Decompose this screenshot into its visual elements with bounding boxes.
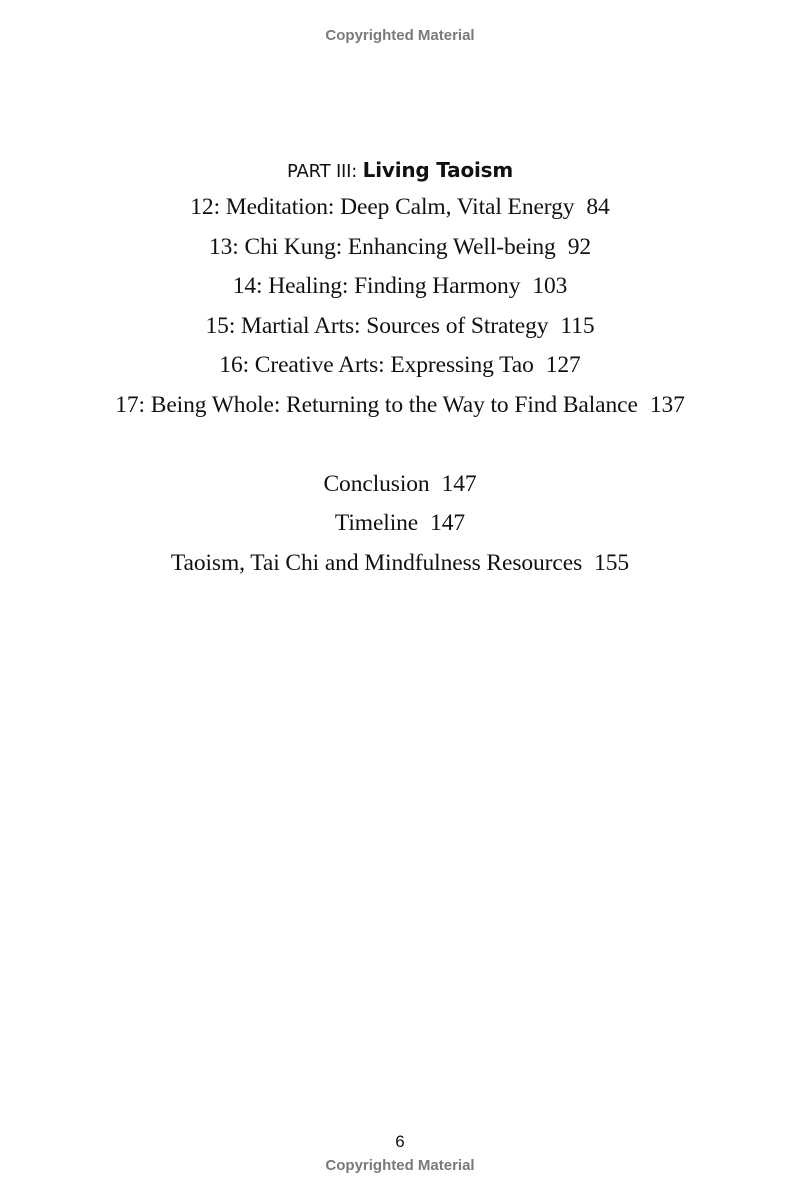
page-number: 6: [395, 1132, 405, 1151]
page-ref: 84: [586, 194, 610, 220]
page-ref: 137: [649, 391, 685, 418]
toc-entry[interactable]: [0, 386, 800, 426]
page-ref: 115: [560, 312, 595, 339]
entry-title: Taoism, Tai Chi and Mindfulness Resources: [170, 549, 583, 576]
toc-entry-timeline[interactable]: [0, 504, 800, 544]
copyright-notice-bottom: Copyrighted Material: [325, 1157, 475, 1174]
section-spacer: [0, 426, 800, 465]
page-ref: 155: [594, 549, 630, 576]
toc-entry[interactable]: [0, 346, 800, 386]
table-of-contents: [0, 152, 800, 583]
entry-title: Timeline: [334, 510, 419, 537]
page-ref: 127: [545, 352, 581, 379]
chapter-title: 15: Martial Arts: Sources of Strategy: [205, 312, 549, 339]
toc-entry[interactable]: [0, 307, 800, 347]
chapter-title: 17: Being Whole: Returning to the Way to Find Balance: [115, 391, 638, 418]
toc-entry-conclusion[interactable]: [0, 465, 800, 505]
chapter-title: 13: Chi Kung: Enhancing Well-being: [208, 233, 556, 260]
chapter-title: 12: Meditation: Deep Calm, Vital Energy: [190, 194, 575, 220]
page-ref: 147: [430, 510, 466, 537]
toc-entry[interactable]: [0, 267, 800, 307]
copyright-notice-top: Copyrighted Material: [325, 27, 475, 44]
chapter-title: 16: Creative Arts: Expressing Tao: [219, 352, 534, 379]
part-heading: [0, 152, 800, 188]
page-ref: 147: [441, 470, 477, 497]
page-ref: 103: [532, 273, 568, 300]
toc-entry[interactable]: [0, 228, 800, 268]
part-label: PART III:: [287, 161, 358, 182]
part-title: Living Taoism: [362, 158, 513, 182]
chapter-title: 14: Healing: Finding Harmony: [232, 273, 521, 300]
toc-entry-resources[interactable]: [0, 544, 800, 584]
toc-entry[interactable]: [0, 188, 800, 228]
entry-title: Conclusion: [323, 470, 430, 497]
page-ref: 92: [567, 233, 592, 260]
